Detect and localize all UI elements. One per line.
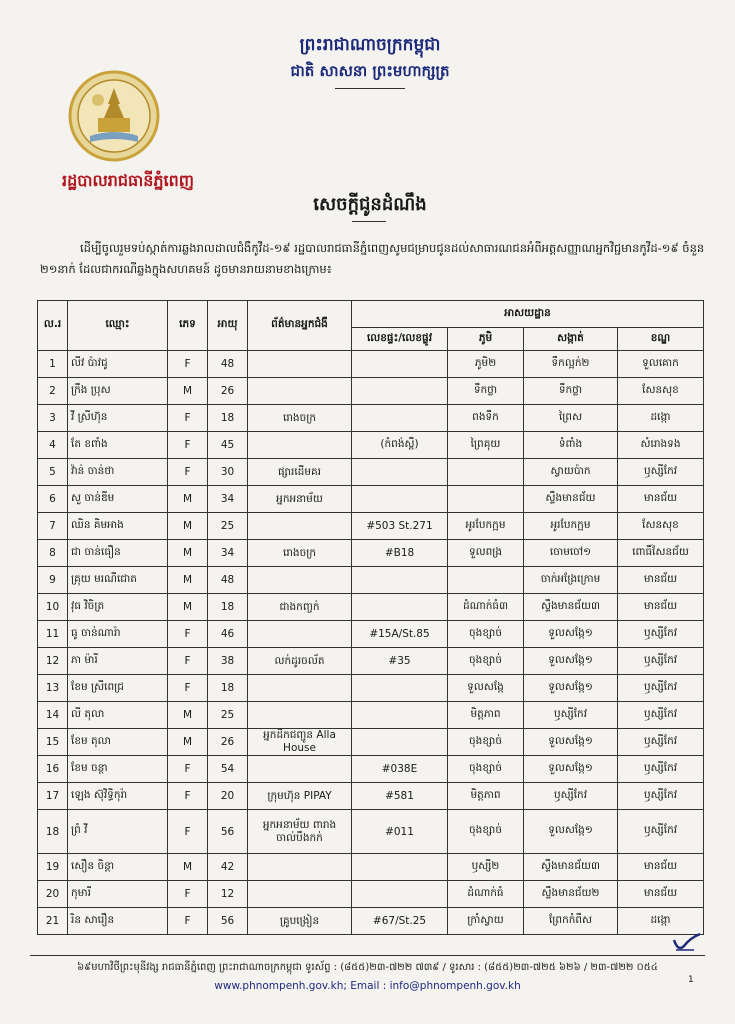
- cell-village: ចុងខ្សាច់: [448, 729, 524, 756]
- title-underline: [352, 221, 386, 222]
- cell-age: 34: [208, 540, 248, 567]
- kingdom-heading: ព្រះរាជាណាចក្រកម្ពុជា: [299, 35, 441, 55]
- table-row: [38, 378, 704, 405]
- cell-sex: M: [168, 540, 208, 567]
- cell-name: គ្រុយ មរណីជោត: [68, 567, 168, 594]
- cell-house: [352, 459, 448, 486]
- cell-sex: F: [168, 783, 208, 810]
- cell-name: សួ ចាន់ឌីម: [68, 486, 168, 513]
- cell-age: 54: [208, 756, 248, 783]
- cell-no: 3: [38, 405, 68, 432]
- cell-house: #581: [352, 783, 448, 810]
- cell-name: ព្រំ វី: [68, 810, 168, 854]
- table-row: [38, 648, 704, 675]
- cell-district: ឫស្សីកែវ: [618, 675, 704, 702]
- cell-work: លក់ដូរចល័ត: [248, 648, 352, 675]
- table-row: [38, 567, 704, 594]
- cell-district: ឫស្សីកែវ: [618, 648, 704, 675]
- cell-commune: ចាក់អង្រែក្រោម: [524, 567, 618, 594]
- cell-village: ភូមិ២: [448, 351, 524, 378]
- cell-sex: M: [168, 854, 208, 881]
- table-row: [38, 540, 704, 567]
- cell-district: ឫស្សីកែវ: [618, 756, 704, 783]
- cases-table: [37, 300, 704, 935]
- cell-house: [352, 486, 448, 513]
- cell-age: 38: [208, 648, 248, 675]
- cell-district: មានជ័យ: [618, 486, 704, 513]
- cell-name: ជា ចាន់ធឿន: [68, 540, 168, 567]
- cell-commune: ទួលសង្កែ១: [524, 729, 618, 756]
- intro-paragraph: ដើម្បីចូលរួមទប់ស្កាត់ការឆ្លងរាលដាលជំងឺកូវីដ-១៩ រដ្ឋបាលរាជធានីភ្នំពេញសូមជម្រាបជូនដល់សាធារណជនអំពីអត្តសញ្ញាណអ្នកវិជ្ជមានកូវីដ-១៩ ចំនួន ២១នាក់ ដែលជាករណីឆ្លងក្នុងសហគមន៍ ដូចមានរាយនាមខាងក្រោម៖: [40, 241, 705, 276]
- cell-commune: ព្រៃស: [524, 405, 618, 432]
- cell-sex: F: [168, 351, 208, 378]
- table-row: [38, 729, 704, 756]
- cell-name: ខែម ចន្ថា: [68, 756, 168, 783]
- table-row: [38, 783, 704, 810]
- cell-village: ចុងខ្សាច់: [448, 621, 524, 648]
- cell-district: ឫស្សីកែវ: [618, 810, 704, 854]
- cell-district: ឫស្សីកែវ: [618, 459, 704, 486]
- cell-house: #503 St.271: [352, 513, 448, 540]
- cell-commune: ស្ទឹងមានជ័យ៣: [524, 854, 618, 881]
- cell-house: #038E: [352, 756, 448, 783]
- cell-sex: M: [168, 486, 208, 513]
- cell-district: ដង្កោ: [618, 908, 704, 935]
- cell-work: ផ្សារដើមគរ: [248, 459, 352, 486]
- admin-name: រដ្ឋបាលរាជធានីភ្នំពេញ: [61, 171, 195, 190]
- cell-sex: M: [168, 513, 208, 540]
- cell-age: 48: [208, 351, 248, 378]
- table-row: [38, 594, 704, 621]
- cell-district: មានជ័យ: [618, 854, 704, 881]
- cell-district: មានជ័យ: [618, 594, 704, 621]
- cell-no: 21: [38, 908, 68, 935]
- cell-no: 10: [38, 594, 68, 621]
- cell-name: តែ ខពាំង: [68, 432, 168, 459]
- header-sex: ភេទ: [168, 301, 208, 351]
- cell-no: 6: [38, 486, 68, 513]
- cell-age: 30: [208, 459, 248, 486]
- cell-house: [352, 881, 448, 908]
- cell-name: វី ស្រីហ៊ុន: [68, 405, 168, 432]
- cell-village: ដំណាក់ធំ៣: [448, 594, 524, 621]
- cell-village: ទួលសង្កែ: [448, 675, 524, 702]
- cell-work: [248, 854, 352, 881]
- cell-village: មិត្តភាព: [448, 702, 524, 729]
- cell-district: សំរោងទង: [618, 432, 704, 459]
- cell-sex: F: [168, 432, 208, 459]
- cell-name: ខែម ស្រីពេជ្រ: [68, 675, 168, 702]
- cell-work: ក្រុមហ៊ុន PIPAY: [248, 783, 352, 810]
- cell-name: វុធ វិចិត្រ: [68, 594, 168, 621]
- cell-name: ឈិន គិមអាង: [68, 513, 168, 540]
- cell-sex: M: [168, 729, 208, 756]
- cell-commune: ទួលសង្កែ១: [524, 648, 618, 675]
- cell-name: ភា ម៉ារី: [68, 648, 168, 675]
- cell-age: 20: [208, 783, 248, 810]
- cell-house: [352, 405, 448, 432]
- header-age: អាយុ: [208, 301, 248, 351]
- cell-village: ទួលពង្រ: [448, 540, 524, 567]
- cell-house: #35: [352, 648, 448, 675]
- cell-commune: ស្វាយប៉ាក: [524, 459, 618, 486]
- cell-district: ឫស្សីកែវ: [618, 702, 704, 729]
- header-no: ល.រ: [38, 301, 68, 351]
- header-house: លេខផ្ទះ/លេខផ្លូវ: [352, 328, 448, 351]
- cell-commune: ចោមចៅ១: [524, 540, 618, 567]
- table-row: [38, 702, 704, 729]
- cell-age: 25: [208, 513, 248, 540]
- cell-name: ក្រឹង ប្រុស: [68, 378, 168, 405]
- table-row: [38, 459, 704, 486]
- cell-house: #15A/St.85: [352, 621, 448, 648]
- cell-no: 20: [38, 881, 68, 908]
- cell-commune: អូរបែកក្អម: [524, 513, 618, 540]
- cell-work: គ្រូបង្រៀន: [248, 908, 352, 935]
- cell-sex: F: [168, 756, 208, 783]
- cell-no: 1: [38, 351, 68, 378]
- cell-village: [448, 567, 524, 594]
- cell-sex: F: [168, 881, 208, 908]
- cell-name: លី តុលា: [68, 702, 168, 729]
- cell-commune: ឫស្សីកែវ: [524, 783, 618, 810]
- footer-divider: [30, 955, 705, 956]
- cell-name: ធូ ចាន់ណារ៉ា: [68, 621, 168, 648]
- header-district: ខណ្ឌ: [618, 328, 704, 351]
- cell-house: [352, 594, 448, 621]
- cell-house: #B18: [352, 540, 448, 567]
- cell-name: រិន សារឿន: [68, 908, 168, 935]
- cell-house: [352, 702, 448, 729]
- table-row: [38, 405, 704, 432]
- cell-district: មានជ័យ: [618, 567, 704, 594]
- cell-no: 12: [38, 648, 68, 675]
- header-work: ព័ត៌មានអ្នកជំងឺ: [248, 301, 352, 351]
- cell-work: អ្នកដឹកជញ្ជូន Alla House: [248, 729, 352, 756]
- cell-commune: ទំពាំង: [524, 432, 618, 459]
- footer-contact: www.phnompenh.gov.kh; Email : info@phnompenh.gov.kh: [214, 980, 521, 992]
- cell-age: 42: [208, 854, 248, 881]
- cell-work: អ្នកអនាម័យ: [248, 486, 352, 513]
- cell-no: 17: [38, 783, 68, 810]
- signature-mark-icon: [672, 932, 702, 954]
- table-row: [38, 854, 704, 881]
- cell-no: 4: [38, 432, 68, 459]
- cell-work: [248, 378, 352, 405]
- cell-house: #011: [352, 810, 448, 854]
- cell-work: រោងចក្រ: [248, 405, 352, 432]
- cell-no: 2: [38, 378, 68, 405]
- cell-district: មានជ័យ: [618, 881, 704, 908]
- cell-age: 46: [208, 621, 248, 648]
- cell-name: វ៉ាន់ ចាន់ថា: [68, 459, 168, 486]
- header-commune: សង្កាត់: [524, 328, 618, 351]
- table-row: [38, 351, 704, 378]
- cell-age: 34: [208, 486, 248, 513]
- table-row: [38, 881, 704, 908]
- cell-village: អូរបែកក្អម: [448, 513, 524, 540]
- cell-age: 45: [208, 432, 248, 459]
- cell-house: [352, 378, 448, 405]
- cell-no: 8: [38, 540, 68, 567]
- footer-address: ៦៩មហាវិថីព្រះមុនីវង្ស រាជធានីភ្នំពេញ ព្រះរាជាណាចក្រកម្ពុជា ទូរស័ព្ទ : (៨៥៥)២៣-៧២២ ៧៣៩ / ទូរសារ : (៨៥៥)២៣-៧២៥ ៦២៦ / ២៣-៧២២ ០៥៤: [77, 962, 658, 973]
- cell-village: ចុងខ្សាច់: [448, 810, 524, 854]
- cell-name: ខែម តុលា: [68, 729, 168, 756]
- cell-village: ចុងខ្សាច់: [448, 756, 524, 783]
- cell-work: [248, 513, 352, 540]
- cell-sex: F: [168, 405, 208, 432]
- header-name: ឈ្មោះ: [68, 301, 168, 351]
- cell-work: [248, 702, 352, 729]
- cell-commune: ទឹកល្អក់២: [524, 351, 618, 378]
- cell-no: 7: [38, 513, 68, 540]
- cell-house: [352, 854, 448, 881]
- cell-no: 19: [38, 854, 68, 881]
- header-address: អាសយដ្ឋាន: [352, 301, 704, 328]
- cell-house: [352, 567, 448, 594]
- cell-commune: ស្ទឹងមានជ័យ: [524, 486, 618, 513]
- cell-work: [248, 351, 352, 378]
- table-row: [38, 756, 704, 783]
- cell-village: [448, 459, 524, 486]
- cell-village: មិត្តភាព: [448, 783, 524, 810]
- table-row: [38, 908, 704, 935]
- cell-village: ឫស្សី២: [448, 854, 524, 881]
- cell-sex: F: [168, 908, 208, 935]
- cell-name: កុមារី: [68, 881, 168, 908]
- cell-commune: ទួលសង្កែ១: [524, 675, 618, 702]
- cell-no: 11: [38, 621, 68, 648]
- cell-commune: ទួលសង្កែ១: [524, 621, 618, 648]
- cell-age: 25: [208, 702, 248, 729]
- cell-no: 5: [38, 459, 68, 486]
- cell-village: ទឹកថ្លា: [448, 378, 524, 405]
- cell-work: [248, 881, 352, 908]
- table-row: [38, 486, 704, 513]
- cell-name: សឿន ចិន្តា: [68, 854, 168, 881]
- cell-commune: ស្ទឹងមានជ័យ៣: [524, 594, 618, 621]
- table-row: [38, 621, 704, 648]
- cell-commune: ព្រែកកំពឹស: [524, 908, 618, 935]
- motto-heading: ជាតិ សាសនា ព្រះមហាក្សត្រ: [290, 62, 450, 80]
- cell-no: 15: [38, 729, 68, 756]
- page-number: 1: [688, 975, 694, 985]
- cell-village: ក្រាំស្វាយ: [448, 908, 524, 935]
- cell-house: (កំពង់ស្ពឺ): [352, 432, 448, 459]
- cell-sex: M: [168, 378, 208, 405]
- cell-age: 18: [208, 594, 248, 621]
- cell-name: លីវ ប៉ាវជូ: [68, 351, 168, 378]
- cell-age: 18: [208, 675, 248, 702]
- cell-no: 13: [38, 675, 68, 702]
- cell-house: [352, 729, 448, 756]
- table-row: [38, 675, 704, 702]
- cell-no: 18: [38, 810, 68, 854]
- cell-house: [352, 675, 448, 702]
- header-divider: [335, 88, 405, 89]
- table-row: [38, 810, 704, 854]
- cell-sex: M: [168, 594, 208, 621]
- cell-work: រោងចក្រ: [248, 540, 352, 567]
- cell-work: [248, 621, 352, 648]
- cell-no: 9: [38, 567, 68, 594]
- cell-district: ឫស្សីកែវ: [618, 729, 704, 756]
- cell-work: [248, 567, 352, 594]
- cell-village: ពងទឹក: [448, 405, 524, 432]
- cell-age: 26: [208, 729, 248, 756]
- cell-district: ដង្កោ: [618, 405, 704, 432]
- cell-commune: ស្ទឹងមានជ័យ២: [524, 881, 618, 908]
- cell-age: 18: [208, 405, 248, 432]
- cell-sex: F: [168, 810, 208, 854]
- cell-work: [248, 432, 352, 459]
- cell-sex: F: [168, 675, 208, 702]
- cell-age: 12: [208, 881, 248, 908]
- page-title: សេចក្តីជូនដំណឹង: [313, 194, 427, 215]
- cell-sex: M: [168, 702, 208, 729]
- cell-district: ពោធិ៍សែនជ័យ: [618, 540, 704, 567]
- cell-commune: ទឹកថ្លា: [524, 378, 618, 405]
- cell-no: 16: [38, 756, 68, 783]
- table-body: [38, 351, 704, 935]
- cell-village: ដំណាក់ធំ: [448, 881, 524, 908]
- cell-sex: M: [168, 567, 208, 594]
- cell-name: ឡេង ស៊ុវិទ្ធិកុរ៉ា: [68, 783, 168, 810]
- cell-sex: F: [168, 459, 208, 486]
- cell-district: ឫស្សីកែវ: [618, 621, 704, 648]
- cell-age: 56: [208, 908, 248, 935]
- cell-district: សែនសុខ: [618, 378, 704, 405]
- cell-house: [352, 351, 448, 378]
- table-row: [38, 513, 704, 540]
- header-village: ភូមិ: [448, 328, 524, 351]
- cell-commune: ទួលសង្កែ១: [524, 756, 618, 783]
- cell-sex: F: [168, 648, 208, 675]
- cell-work: [248, 756, 352, 783]
- cell-district: ទួលគោក: [618, 351, 704, 378]
- city-seal-icon: [68, 70, 160, 162]
- cell-work: [248, 675, 352, 702]
- cell-no: 14: [38, 702, 68, 729]
- cell-house: #67/St.25: [352, 908, 448, 935]
- cell-age: 26: [208, 378, 248, 405]
- cell-work: ជាងកញ្ចក់: [248, 594, 352, 621]
- cell-sex: F: [168, 621, 208, 648]
- cell-district: សែនសុខ: [618, 513, 704, 540]
- cell-age: 56: [208, 810, 248, 854]
- cell-commune: ទួលសង្កែ១: [524, 810, 618, 854]
- cell-district: ឫស្សីកែវ: [618, 783, 704, 810]
- table-row: [38, 432, 704, 459]
- cell-village: ចុងខ្សាច់: [448, 648, 524, 675]
- cell-age: 48: [208, 567, 248, 594]
- cell-commune: ឫស្សីកែវ: [524, 702, 618, 729]
- cell-village: ព្រៃគុយ: [448, 432, 524, 459]
- cell-village: [448, 486, 524, 513]
- cell-work: អ្នកអនាម័យ ពារាងចាល់បឹងកក់: [248, 810, 352, 854]
